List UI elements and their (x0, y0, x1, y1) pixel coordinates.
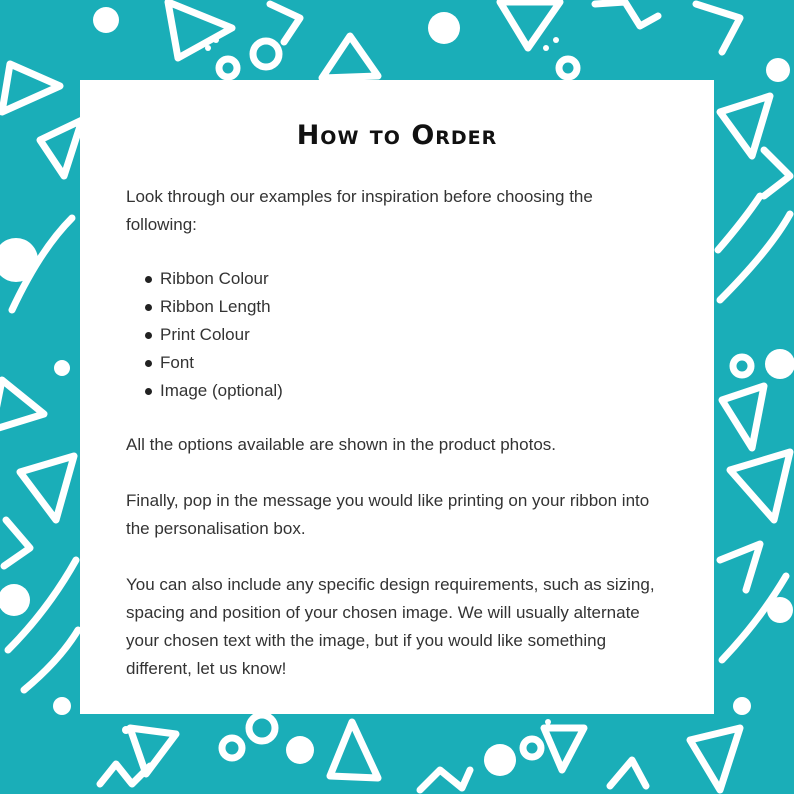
ring-shape (523, 739, 541, 757)
ring-shape (219, 59, 237, 77)
zigzag-shape (270, 4, 300, 42)
list-item (160, 377, 668, 405)
dot-shape (54, 360, 70, 376)
design-note: You can also include any specific design requirements, such as sizing, spacing and position of your chosen image. We will usually alternate your chosen text with the image, but if you would like something different, let us know! (126, 575, 655, 678)
triangle-shape (500, 2, 560, 48)
dot-shape (484, 744, 516, 776)
dot-shape (428, 12, 460, 44)
dot-shape (733, 697, 751, 715)
bullet-icon (145, 388, 152, 395)
list-item (160, 293, 668, 321)
options-note: All the options available are shown in the product photos. (126, 435, 556, 454)
zigzag-shape (696, 4, 740, 52)
zigzag-shape (595, 2, 658, 26)
ring-shape (559, 59, 577, 77)
triangle-shape (690, 728, 740, 790)
triangle-shape (20, 456, 74, 520)
dot-shape (53, 697, 71, 715)
triangle-shape (730, 452, 790, 520)
dot-shape (553, 37, 559, 43)
page-title: How to Order (296, 120, 498, 151)
triangle-shape (0, 380, 44, 430)
dot-shape (213, 37, 219, 43)
ring-shape (253, 41, 279, 67)
list-item (160, 321, 668, 349)
triangle-shape (722, 386, 764, 448)
dot-shape (545, 719, 551, 725)
arc-shape (720, 214, 790, 300)
ring-shape (222, 738, 242, 758)
dot-shape (543, 45, 549, 51)
dot-shape (767, 597, 793, 623)
dot-shape (0, 584, 30, 616)
list-item (160, 349, 668, 377)
option-label: Print Colour (160, 325, 250, 344)
triangle-shape (168, 2, 232, 58)
how-to-order-card (80, 80, 714, 714)
arc-shape (24, 630, 78, 690)
zigzag-shape (764, 150, 790, 196)
dot-shape (122, 726, 130, 734)
bullet-icon (145, 276, 152, 283)
dot-shape (286, 736, 314, 764)
bullet-icon (145, 360, 152, 367)
dot-shape (765, 349, 794, 379)
ring-shape (249, 715, 275, 741)
triangle-shape (2, 64, 60, 112)
option-label: Ribbon Length (160, 297, 271, 316)
bullet-icon (145, 304, 152, 311)
intro-text: Look through our examples for inspiration before choosing the following: (126, 187, 593, 234)
triangle-shape (40, 120, 82, 176)
zigzag-shape (720, 544, 760, 590)
dot-shape (205, 45, 211, 51)
zigzag-shape (610, 760, 646, 786)
message-note: Finally, pop in the message you would like printing on your ribbon into the personalisation box. (126, 491, 650, 538)
options-list (126, 265, 668, 405)
arc-shape (718, 196, 760, 250)
triangle-shape (544, 728, 584, 770)
zigzag-shape (4, 520, 30, 566)
dot-shape (93, 7, 119, 33)
bullet-icon (145, 332, 152, 339)
option-label: Font (160, 353, 195, 372)
ring-shape (733, 357, 751, 375)
option-label: Ribbon Colour (160, 269, 269, 288)
list-item (160, 265, 668, 293)
option-label: Image (optional) (160, 381, 283, 400)
triangle-shape (330, 722, 378, 778)
dot-shape (766, 58, 790, 82)
zigzag-shape (420, 770, 470, 790)
triangle-shape (322, 36, 378, 78)
